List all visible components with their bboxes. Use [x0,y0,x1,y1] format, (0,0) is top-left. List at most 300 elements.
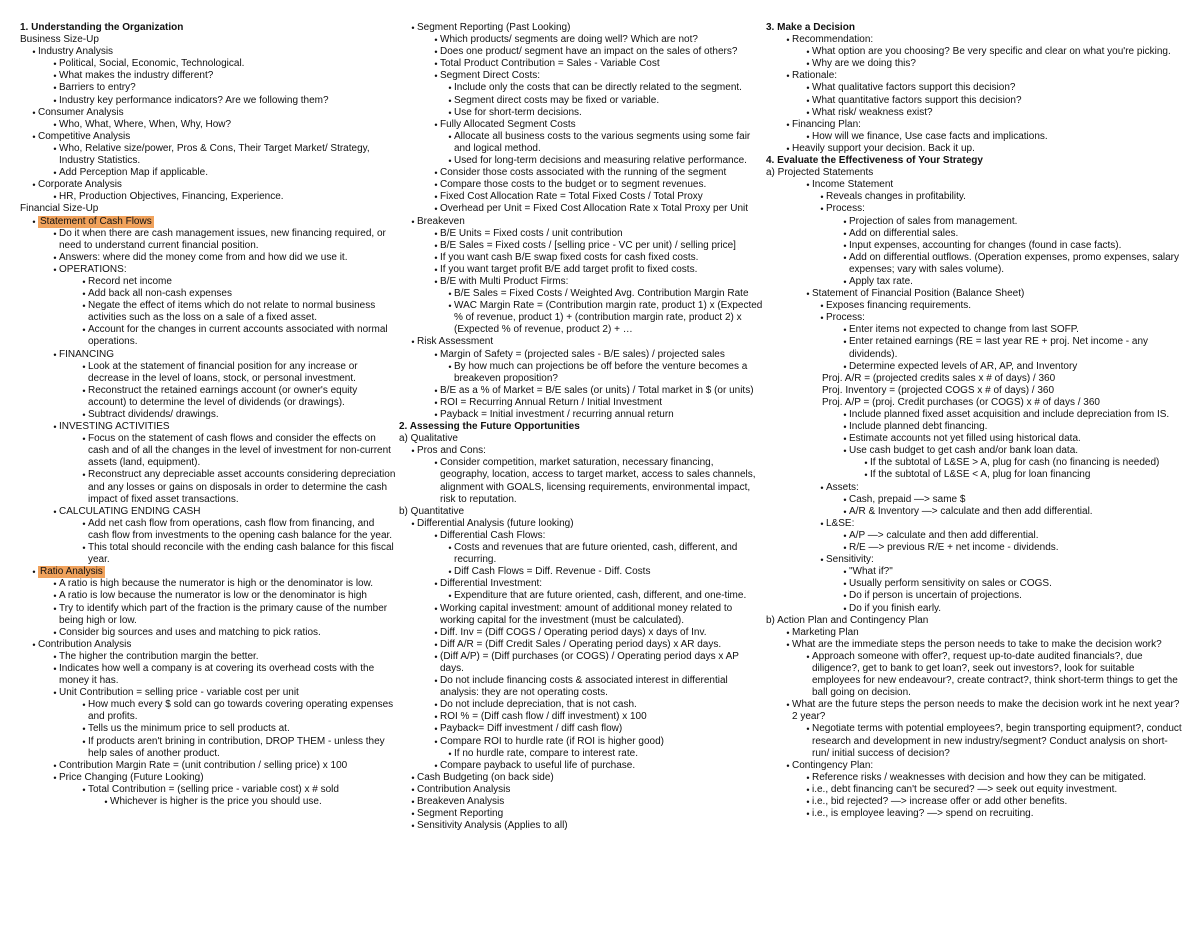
bullet-icon: • [53,143,57,154]
note-line [399,361,765,385]
note-line [399,820,765,832]
note-text: Does one product/ segment have an impact on the sales of others? [440,46,738,58]
note-text: By how much can projections be off before the venture becomes a breakeven proposition? [454,360,748,384]
bullet-icon: • [82,543,86,554]
bullet-icon: • [806,809,810,820]
note-line [20,167,398,179]
note-line [766,627,1184,639]
bullet-icon: • [820,518,824,529]
note-line [399,95,765,107]
note-text: What risk/ weakness exist? [812,106,933,118]
note-text: What makes the industry different? [59,70,214,82]
bullet-icon: • [53,192,57,203]
note-line [399,46,765,58]
note-text: Usually perform sensitivity on sales or COGS. [849,578,1052,590]
note-line [766,324,1184,336]
note-text: Indicates how well a company is at covering its overhead costs with the money it has. [59,662,375,687]
note-text: Reveals changes in profitability. [826,191,966,203]
highlighted-heading [20,216,398,228]
section-heading [20,22,398,34]
note-line [399,397,765,409]
note-line [20,723,398,735]
note-line [399,760,765,772]
note-line [20,590,398,602]
note-line [766,603,1184,615]
note-line [399,179,765,191]
note-text: Add on differential sales. [849,227,959,239]
bullet-icon: • [820,192,824,203]
note-line [20,736,398,760]
bullet-icon: • [843,337,847,348]
note-text: Differential Investment: [440,578,543,590]
note-text: Margin of Safety = (projected sales - B/E sales) / projected sales [440,348,725,360]
note-line [766,385,1184,397]
note-line [766,70,1184,82]
note-text: Ratio Analysis [40,566,103,578]
note-text: Whichever is higher is the price you should use. [110,796,322,807]
note-text: Diff Cash Flows = Diff. Revenue - Diff. Costs [454,566,651,578]
note-text: i.e., bid rejected? —> increase offer or add other benefits. [812,796,1068,807]
bullet-icon: • [32,47,36,58]
bullet-icon: • [411,821,415,832]
note-line [20,506,398,518]
bullet-icon: • [82,470,86,481]
notes-column-3 [766,22,1184,820]
note-text: Breakeven Analysis [417,796,505,807]
note-line [399,457,765,505]
note-line [399,566,765,578]
note-line [20,107,398,119]
bullet-icon: • [434,228,438,239]
note-text: Segment direct costs may be fixed or variable. [454,94,660,106]
note-line [399,736,765,748]
bullet-icon: • [434,385,438,396]
bullet-icon: • [32,131,36,142]
bullet-icon: • [434,168,438,179]
note-line [399,711,765,723]
note-text: Proj. A/P = (proj. Credit purchases (or COGS) x # of days / 360 [822,396,1100,408]
note-text: HR, Production Objectives, Financing, Experience. [59,191,284,203]
note-text: Determine expected levels of AR, AP, and Inventory [849,360,1078,372]
note-text: Include planned fixed asset acquisition and include depreciation from IS. [849,409,1170,420]
note-line [766,252,1184,276]
note-text: i.e., debt financing can't be secured? —> seek out equity investment. [812,783,1118,795]
bullet-icon: • [786,119,790,130]
note-text: Differential Cash Flows: [440,529,546,541]
note-line [766,191,1184,203]
bullet-icon: • [843,228,847,239]
bullet-icon: • [53,119,57,130]
note-text: b) Action Plan and Contingency Plan [766,614,929,626]
note-line [766,119,1184,131]
note-line [766,82,1184,94]
note-line [399,542,765,566]
bullet-icon: • [82,385,86,396]
note-line [20,46,398,58]
bullet-icon: • [53,264,57,275]
note-text: Reconstruct the retained earnings account (or owner's equity account) to determine the level of dividends (or drawings). [88,384,358,408]
note-line [399,240,765,252]
bullet-icon: • [434,603,438,614]
note-text: Overhead per Unit = Fixed Cost Allocation Rate x Total Proxy per Unit [440,203,749,215]
note-text: b) Quantitative [399,505,465,517]
bullet-icon: • [820,313,824,324]
note-line [20,663,398,687]
note-text: Focus on the statement of cash flows and consider the effects on cash and of all the changes in the level of investment for non-current assets (land, equipment). [88,433,391,469]
note-text: Add net cash flow from operations, cash flow from financing, and cash flow from investments to the opening cash balance for the year. [88,517,393,541]
note-line [20,179,398,191]
note-line [20,34,398,46]
note-line [20,699,398,723]
highlighted-heading [20,566,398,578]
note-line [399,131,765,155]
bullet-icon: • [434,627,438,638]
bullet-icon: • [434,276,438,287]
bullet-icon: • [786,143,790,154]
bullet-icon: • [843,543,847,554]
note-line [20,264,398,276]
note-text: B/E Units = Fixed costs / unit contribution [440,227,623,239]
note-text: A ratio is low because the numerator is low or the denominator is high [59,590,367,602]
note-line [20,578,398,590]
note-text: Costs and revenues that are future oriented, cash, different, and recurring. [454,542,738,566]
note-text: What are the future steps the person needs to make the decision work int he next year? 2 year? [792,699,1180,723]
bullet-icon: • [843,530,847,541]
bullet-icon: • [434,204,438,215]
bullet-icon: • [32,639,36,650]
bullet-icon: • [53,506,57,517]
note-line [20,433,398,469]
note-text: Include only the costs that can be directly related to the segment. [454,82,742,94]
note-text: Exposes financing requirements. [826,300,972,312]
bullet-icon: • [82,410,86,420]
note-line [766,216,1184,228]
bullet-icon: • [53,579,57,590]
note-line [766,240,1184,252]
bullet-icon: • [448,361,452,372]
note-text: Expenditure that are future oriented, cash, different, and one-time. [454,590,747,602]
note-text: 2. Assessing the Future Opportunities [399,421,580,433]
bullet-icon: • [786,760,790,771]
note-line [766,167,1184,179]
bullet-icon: • [32,216,36,227]
note-line [766,336,1184,360]
note-line [399,70,765,82]
bullet-icon: • [82,301,86,312]
note-text: CALCULATING ENDING CASH [59,505,201,517]
note-line [399,699,765,711]
bullet-icon: • [104,797,108,807]
note-line [399,409,765,421]
note-line [766,107,1184,119]
note-line [399,119,765,131]
note-text: Estimate accounts not yet filled using historical data. [849,433,1081,445]
bullet-icon: • [434,760,438,771]
bullet-icon: • [820,555,824,566]
note-line [399,252,765,264]
note-text: What are the immediate steps the person needs to take to make the decision work? [792,638,1162,650]
bullet-icon: • [843,494,847,505]
note-line [399,506,765,518]
note-text: Segment Direct Costs: [440,70,541,82]
note-text: What option are you choosing? Be very specific and clear on what you're picking. [812,46,1171,58]
note-text: If you want cash B/E swap fixed costs for cash fixed costs. [440,251,699,263]
note-text: Statement of Cash Flows [40,215,152,227]
note-text: Process: [826,312,865,324]
note-text: B/E Sales = Fixed costs / [selling price - VC per unit) / selling price] [440,239,736,251]
bullet-icon: • [806,47,810,58]
bullet-icon: • [434,410,438,420]
note-line [766,34,1184,46]
bullet-icon: • [82,736,86,747]
note-line [20,191,398,203]
note-text: Risk Assessment [417,336,494,348]
note-line [399,772,765,784]
note-line [20,385,398,409]
note-line [20,228,398,252]
notes-column-1 [20,22,398,808]
note-text: Consumer Analysis [38,106,124,118]
note-text: Do not include financing costs & associated interest in differential analysis: they are not operating costs. [440,675,728,699]
note-text: Used for long-term decisions and measuring relative performance. [454,155,747,167]
note-text: What quantitative factors support this decision? [812,94,1022,106]
note-text: FINANCING [59,348,114,360]
note-text: Financial Size-Up [20,203,99,215]
note-line [399,82,765,94]
note-line [766,288,1184,300]
bullet-icon: • [843,276,847,287]
note-line [399,433,765,445]
bullet-icon: • [434,651,438,662]
note-line [399,288,765,300]
note-text: Assets: [826,481,859,493]
note-line [399,518,765,530]
note-text: Add Perception Map if applicable. [59,167,208,179]
bullet-icon: • [448,543,452,554]
note-line [766,796,1184,808]
bullet-icon: • [448,131,452,142]
note-line [399,216,765,228]
note-line [766,590,1184,602]
note-text: Which products/ segments are doing well? Which are not? [440,34,698,46]
bullet-icon: • [82,276,86,287]
note-text: This total should reconcile with the ending cash balance for this fiscal year. [88,542,394,566]
note-text: Consider big sources and uses and matching to pick ratios. [59,626,321,638]
note-text: Cash Budgeting (on back side) [417,771,554,783]
bullet-icon: • [448,83,452,94]
bullet-icon: • [434,264,438,275]
bullet-icon: • [806,289,810,300]
note-line [766,518,1184,530]
note-line [766,615,1184,627]
bullet-icon: • [434,676,438,687]
notes-column-2 [399,22,765,832]
bullet-icon: • [53,651,57,662]
note-text: Differential Analysis (future looking) [417,517,574,529]
note-text: INVESTING ACTIVITIES [59,421,170,433]
note-line [20,409,398,421]
note-line [399,651,765,675]
note-line [766,699,1184,723]
note-text: Account for the changes in current accounts associated with normal operations. [88,324,388,348]
note-text: Proj. Inventory = (projected COGS x # of days) / 360 [822,384,1055,396]
note-text: Compare payback to useful life of purchase. [440,759,636,771]
bullet-icon: • [82,434,86,445]
bullet-icon: • [843,603,847,614]
note-text: Enter retained earnings (RE = last year RE + proj. Net income - any dividends). [849,336,1149,360]
bullet-icon: • [53,95,57,106]
note-text: a) Qualitative [399,433,458,445]
bullet-icon: • [448,289,452,300]
note-text: Working capital investment: amount of additional money related to working capital for the investment (must be calculated). [440,602,733,626]
note-text: Sensitivity: [826,554,874,566]
bullet-icon: • [434,736,438,747]
bullet-icon: • [434,458,438,469]
bullet-icon: • [82,700,86,711]
bullet-icon: • [448,591,452,602]
note-line [399,784,765,796]
bullet-icon: • [448,95,452,106]
bullet-icon: • [806,724,810,735]
note-text: Price Changing (Future Looking) [59,771,204,783]
bullet-icon: • [434,712,438,723]
note-line [766,784,1184,796]
bullet-icon: • [32,180,36,191]
note-text: Why are we doing this? [812,58,916,70]
note-text: "What if?" [849,566,893,578]
note-text: R/E —> previous R/E + net income - dividends. [849,542,1059,554]
note-text: Compare those costs to the budget or to segment revenues. [440,179,707,191]
note-text: i.e., is employee leaving? —> spend on recruiting. [812,808,1034,820]
bullet-icon: • [843,579,847,590]
note-line [20,603,398,627]
note-line [399,578,765,590]
note-line [20,203,398,215]
note-line [399,300,765,336]
bullet-icon: • [843,325,847,336]
note-text: Approach someone with offer?, request up-to-date audited financials?, due diligence?, get to bank to get loan?, seek out investors?, look for suitable employees for new endeavour?, create contract?, think short-term things to get the ball going on decision. [812,650,1178,699]
bullet-icon: • [82,518,86,529]
note-line [399,627,765,639]
note-line [399,167,765,179]
note-text: Who, Relative size/power, Pros & Cons, Their Target Market/ Strategy, Industry Statistics. [59,142,370,167]
note-text: Include planned debt financing. [849,421,988,433]
note-text: Reconstruct any depreciable asset accounts considering depreciation and any losses or gains on disposals in order to determine the cash impact of fixed asset transactions. [88,469,396,505]
bullet-icon: • [434,397,438,408]
note-text: Fully Allocated Segment Costs [440,118,576,130]
note-line [766,578,1184,590]
note-text: Competitive Analysis [38,130,131,142]
note-text: 3. Make a Decision [766,22,855,33]
note-text: If you want target profit B/E add target profit to fixed costs. [440,263,698,275]
note-line [766,566,1184,578]
note-line [766,506,1184,518]
note-text: Add back all non-cash expenses [88,288,232,300]
note-text: If the subtotal of L&SE < A, plug for loan financing [870,469,1091,481]
note-text: a) Projected Statements [766,167,874,179]
note-line [20,58,398,70]
note-text: Add on differential outflows. (Operation expenses, promo expenses, salary expenses; vary with sales volume). [849,251,1179,275]
note-text: Diff A/R = (Diff Credit Sales / Operating period days) x AR days. [440,638,722,650]
note-text: B/E as a % of Market = B/E sales (or units) / Total market in $ (or units) [440,384,754,396]
note-text: ROI % = (Diff cash flow / diff investment) x 100 [440,711,647,723]
section-heading [766,22,1184,34]
bullet-icon: • [843,361,847,372]
bullet-icon: • [843,446,847,457]
note-line [20,82,398,94]
note-text: Income Statement [812,179,894,191]
note-line [20,143,398,167]
note-line [20,131,398,143]
bullet-icon: • [53,591,57,602]
note-text: Cash, prepaid —> same $ [849,493,966,505]
note-line [399,228,765,240]
note-text: Tells us the minimum price to sell products at. [88,723,290,735]
bullet-icon: • [843,422,847,433]
bullet-icon: • [53,349,57,360]
note-line [766,397,1184,409]
bullet-icon: • [806,95,810,106]
bullet-icon: • [53,603,57,614]
note-line [20,300,398,324]
note-text: B/E Sales = Fixed Costs / Weighted Avg. Contribution Margin Rate [454,288,749,300]
note-line [399,336,765,348]
bullet-icon: • [411,337,415,348]
note-line [20,119,398,131]
note-text: Segment Reporting [417,808,504,820]
section-heading [399,421,765,433]
bullet-icon: • [434,180,438,191]
note-line [766,542,1184,554]
note-text: Do if you finish early. [849,602,942,614]
note-text: Do not include depreciation, that is not cash. [440,699,637,711]
note-line [20,651,398,663]
note-text: ROI = Recurring Annual Return / Initial Investment [440,396,663,408]
note-text: How will we finance, Use case facts and implications. [812,130,1048,142]
note-text: Reference risks / weaknesses with decision and how they can be mitigated. [812,771,1147,783]
note-line [399,349,765,361]
bullet-icon: • [411,518,415,529]
note-text: Look at the statement of financial position for any increase or decrease in the level of loans, stock, or personal investment. [88,360,358,384]
note-text: Negate the effect of items which do not relate to normal business activities such as the loss on a sale of a fixed asset. [88,300,376,324]
note-line [766,300,1184,312]
note-line [766,469,1184,481]
note-line [399,385,765,397]
note-line [766,530,1184,542]
note-text: Diff. Inv = (Diff COGS / Operating period days) x days of Inv. [440,626,707,638]
bullet-icon: • [820,482,824,493]
bullet-icon: • [411,446,415,457]
bullet-icon: • [434,59,438,70]
note-line [766,494,1184,506]
bullet-icon: • [434,700,438,711]
note-text: 4. Evaluate the Effectiveness of Your Strategy [766,155,983,167]
note-text: Proj. A/R = (projected credits sales x # of days) / 360 [822,372,1056,384]
note-line [20,276,398,288]
bullet-icon: • [53,83,57,94]
note-text: OPERATIONS: [59,263,127,275]
note-line [766,457,1184,469]
bullet-icon: • [843,252,847,263]
note-text: Financing Plan: [792,118,861,130]
note-text: Apply tax rate. [849,275,913,287]
bullet-icon: • [843,591,847,602]
note-line [399,34,765,46]
bullet-icon: • [53,772,57,783]
bullet-icon: • [448,107,452,118]
note-text: Do if person is uncertain of projections. [849,590,1022,602]
bullet-icon: • [53,422,57,433]
